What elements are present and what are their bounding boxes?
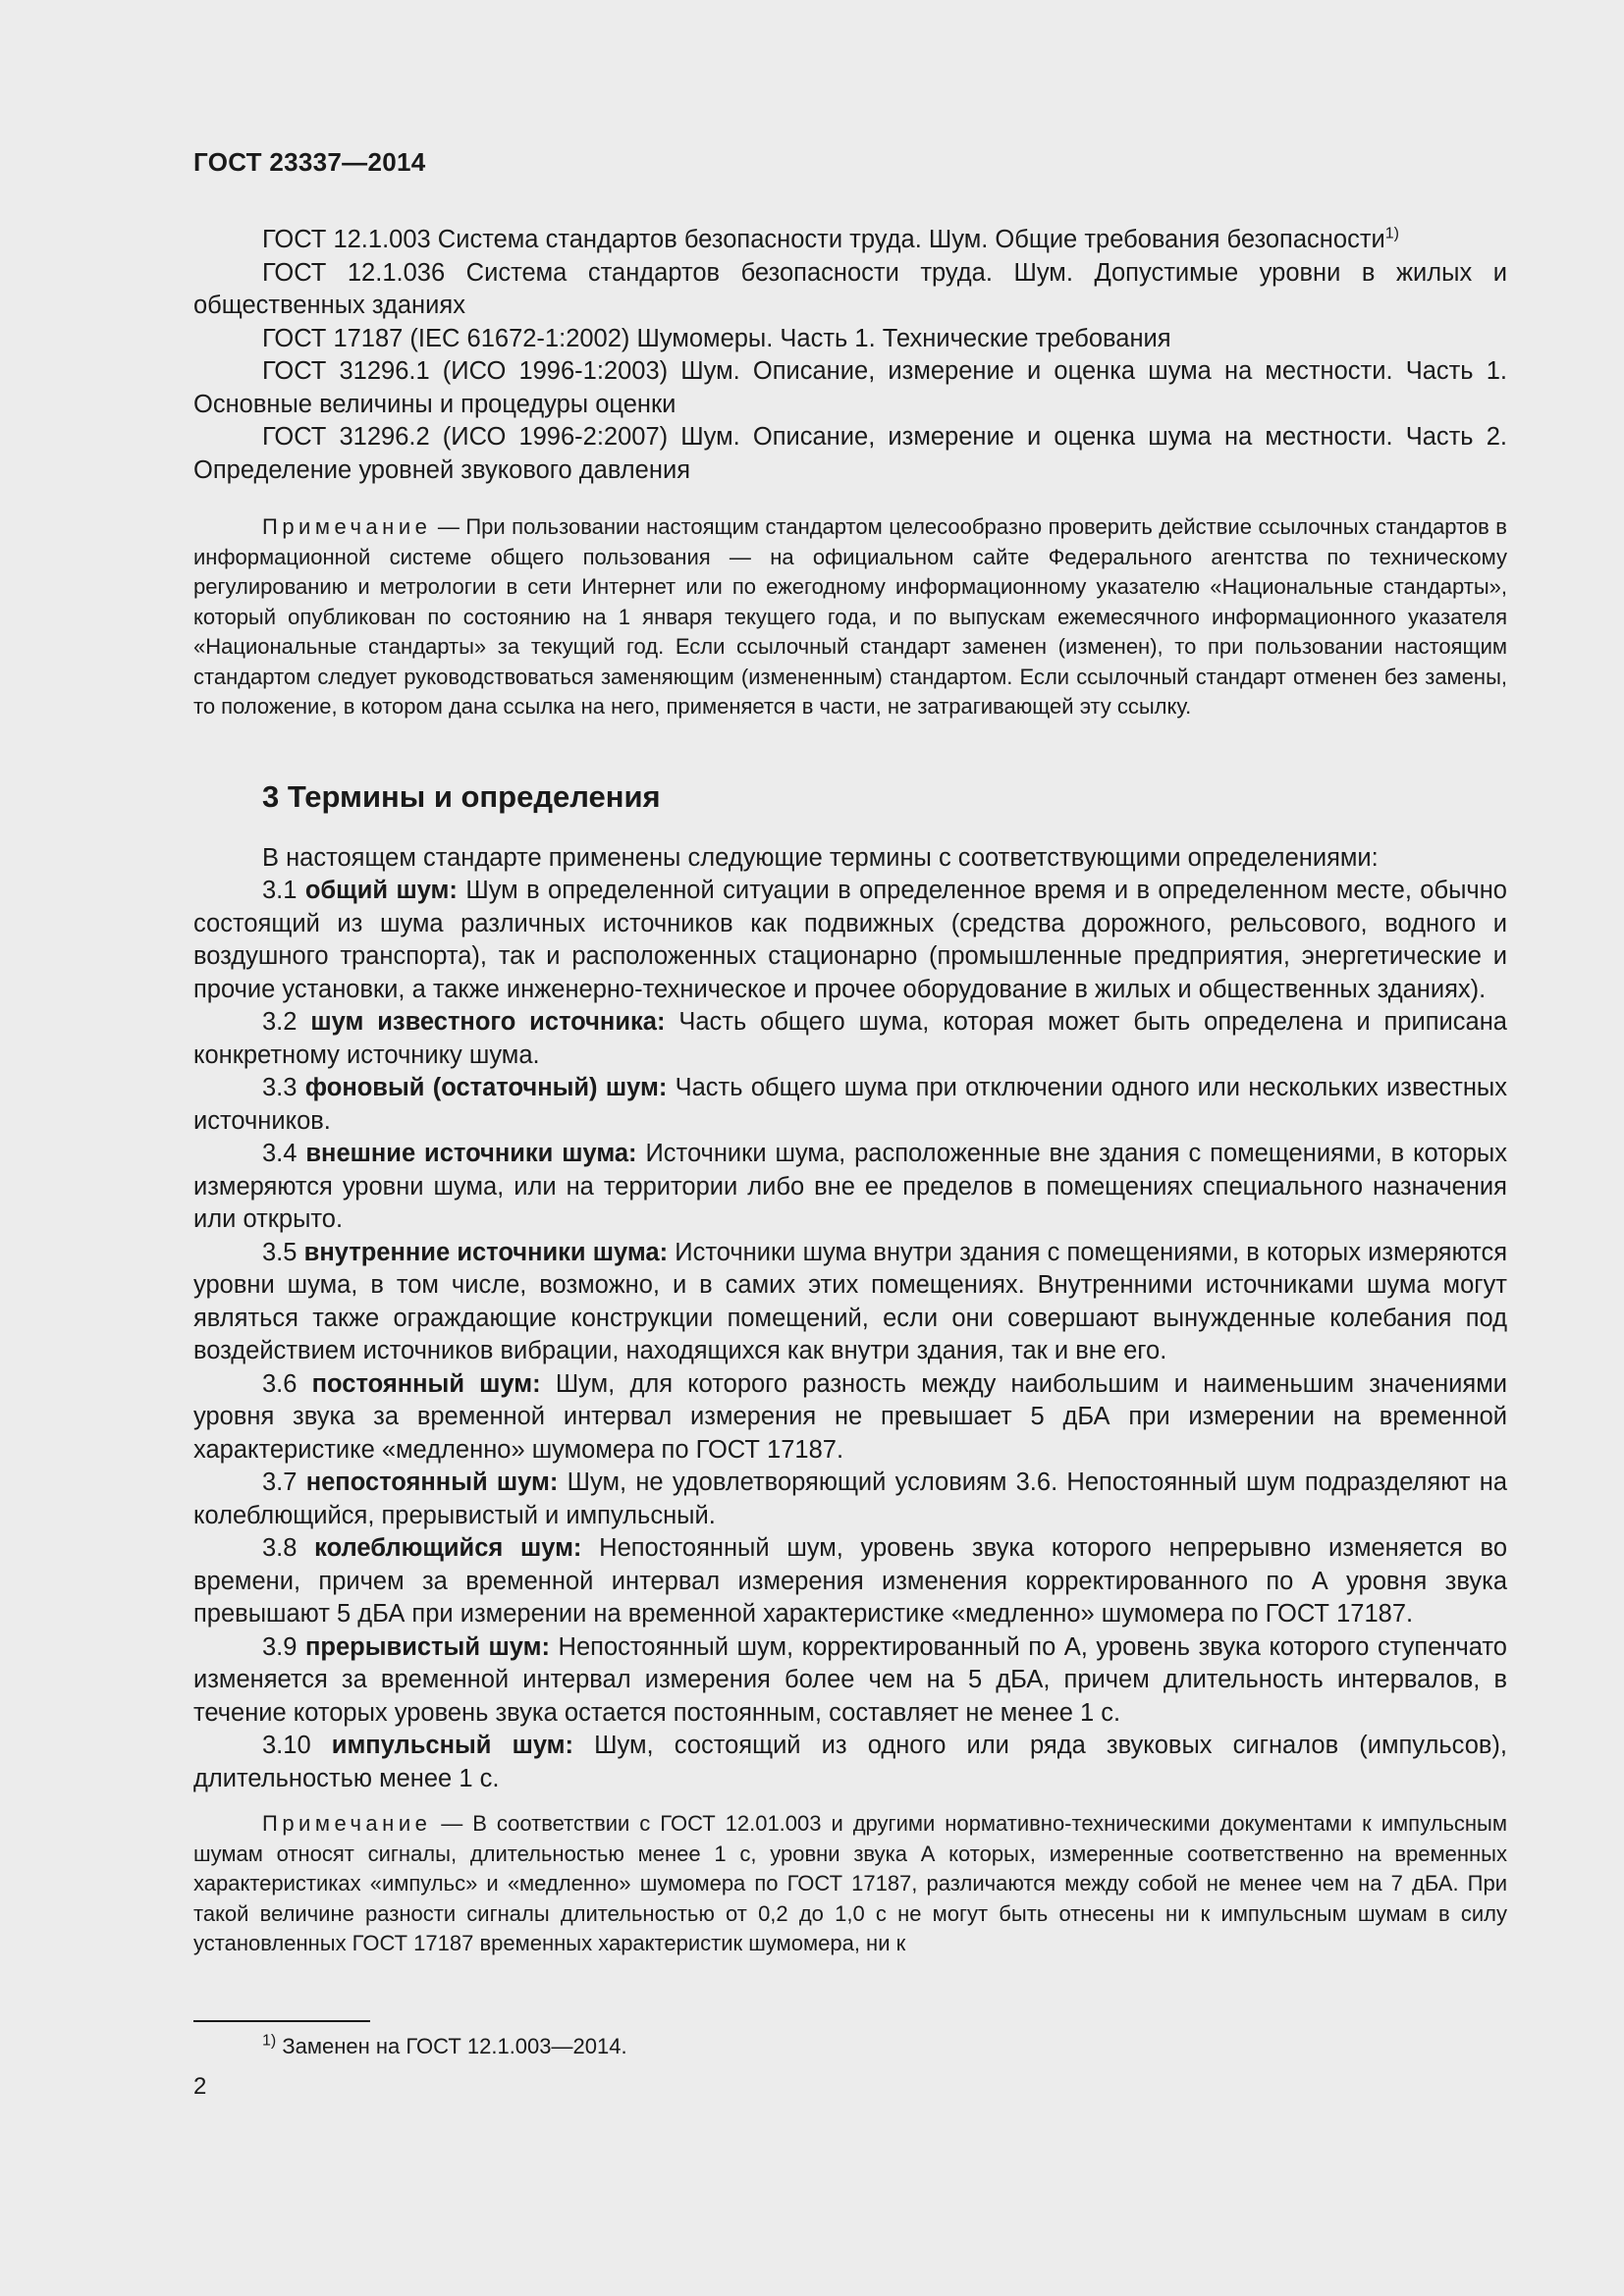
footnote-divider	[193, 2020, 370, 2022]
footnote: $^{1)}$ Заменен на ГОСТ 12.1.003—2014.	[262, 2032, 627, 2058]
reference-item: ГОСТ 12.1.036 Система стандартов безопасности труда. Шум. Допустимые уровни в жилых и общественных зданиях	[193, 258, 1507, 319]
term-item: 3.1 общий шум: Шум в определенной ситуации в определенное время и в определенном месте, обычно состоящий из шума различных источников как подвижных (средства дорожного, рельсового, водного и воздушного транспорта), так и расположенных стационарно (промышленные предприятия, энергетические и прочие установки, а также инженерно-техническое и прочее оборудование в жилых и общественных зданиях).	[193, 877, 1507, 1003]
reference-item: ГОСТ 17187 (IEC 61672-1:2002) Шумомеры. Часть 1. Технические требования	[262, 324, 1171, 352]
section-intro: В настоящем стандарте применены следующие термины с соответствующими определениями:	[262, 843, 1379, 872]
term-item: 3.2 шум известного источника: Часть общего шума, которая может быть определена и приписана конкретному источнику шума.	[193, 1008, 1507, 1069]
term-item: 3.10 импульсный шум: Шум, состоящий из одного или ряда звуковых сигналов (импульсов), длительностью менее 1 с.	[193, 1732, 1508, 1792]
reference-item: ГОСТ 31296.2 (ИСО 1996-2:2007) Шум. Описание, измерение и оценка шума на местности. Часть 2. Определение уровней звукового давления	[193, 423, 1507, 484]
reference-item: ГОСТ 12.1.003 Система стандартов безопасности труда. Шум. Общие требования безопасности$^{1)}$	[262, 225, 1399, 253]
term-item: 3.6 постоянный шум: Шум, для которого разность между наибольшим и наименьшим значениями уровня звука за временной интервал измерения не превышает 5 дБА при измерении на временной характеристике «медленно» шумомера по ГОСТ 17187.	[193, 1369, 1507, 1464]
reference-item: ГОСТ 31296.1 (ИСО 1996-1:2003) Шум. Описание, измерение и оценка шума на местности. Часть 1. Основные величины и процедуры оценки	[193, 357, 1507, 418]
footnote-mark: 1)	[1384, 225, 1399, 242]
term-item: 3.4 внешние источники шума: Источники шума, расположенные вне здания с помещениями, в которых измеряются уровни шума, или на территории либо вне ее пределов в помещениях специального назначения или открыто.	[193, 1140, 1507, 1233]
term-item: 3.7 непостоянный шум: Шум, не удовлетворяющий условиям 3.6. Непостоянный шум подразделяют на колеблющийся, прерывистый и импульсный.	[193, 1468, 1508, 1529]
note-paragraph: Примечание — При пользовании настоящим стандартом целесообразно проверить действие ссылочных стандартов в информационной системе общего пользования — на официальном сайте Федерального агентства по техническому регулированию и метрологии в сети Интернет или по ежегодному информационному указателю «Национальные стандарты», который опубликован по состоянию на 1 января текущего года, и по выпускам ежемесячного информационного указателя «Национальные стандарты» за текущий год. Если ссылочный стандарт заменен (изменен), то при пользовании настоящим стандартом следует руководствоваться заменяющим (измененным) стандартом. Если ссылочный стандарт отменен без замены, то положение, в котором дана ссылка на него, применяется в части, не затрагивающей эту ссылку.	[193, 514, 1507, 719]
note-paragraph: Примечание — В соответствии с ГОСТ 12.01.003 и другими нормативно-техническими документами к импульсным шумам относят сигналы, длительностью менее 1 с, уровни звука А которых, измеренные соответственно на временных характеристиках «импульс» и «медленно» шумомера по ГОСТ 17187, различаются между собой не менее чем на 7 дБА. При такой величине разности сигналы длительностью от 0,2 до 1,0 с не могут быть отнесены ни к импульсным шумам в силу установленных ГОСТ 17187 временных характеристик шумомера, ни к	[193, 1811, 1507, 1955]
term-item: 3.9 прерывистый шум: Непостоянный шум, корректированный по А, уровень звука которого ступенчато изменяется за временной интервал измерения более чем на 5 дБА, причем длительность интервалов, в течение которых уровень звука остается постоянным, составляет не менее 1 с.	[193, 1632, 1507, 1727]
page-header: ГОСТ 23337—2014	[193, 147, 426, 177]
term-item: 3.5 внутренние источники шума: Источники шума внутри здания с помещениями, в которых измеряются уровни шума, в том числе, возможно, и в самих этих помещениях. Внутренними источниками шума могут являться также ограждающие конструкции помещений, если они совершают вынужденные колебания под воздействием источников вибрации, находящихся как внутри здания, так и вне его.	[193, 1238, 1507, 1364]
note-label: Примечание	[262, 1811, 432, 1836]
section-title: 3 Термины и определения	[262, 778, 661, 814]
note-label: Примечание	[262, 514, 432, 539]
term-item: 3.3 фоновый (остаточный) шум: Часть общего шума при отключении одного или нескольких известных источников.	[193, 1074, 1507, 1135]
footnote-mark: 1)	[262, 2032, 277, 2050]
page-number: 2	[193, 2073, 207, 2100]
terms-list	[193, 875, 1507, 1795]
page-content	[193, 224, 1507, 1959]
term-item: 3.8 колеблющийся шум: Непостоянный шум, уровень звука которого непрерывно изменяется во времени, причем за временной интервал измерения изменения корректированного по А уровня звука превышают 5 дБА при измерении на временной характеристике «медленно» шумомера по ГОСТ 17187.	[193, 1534, 1508, 1628]
normative-references	[193, 224, 1507, 487]
